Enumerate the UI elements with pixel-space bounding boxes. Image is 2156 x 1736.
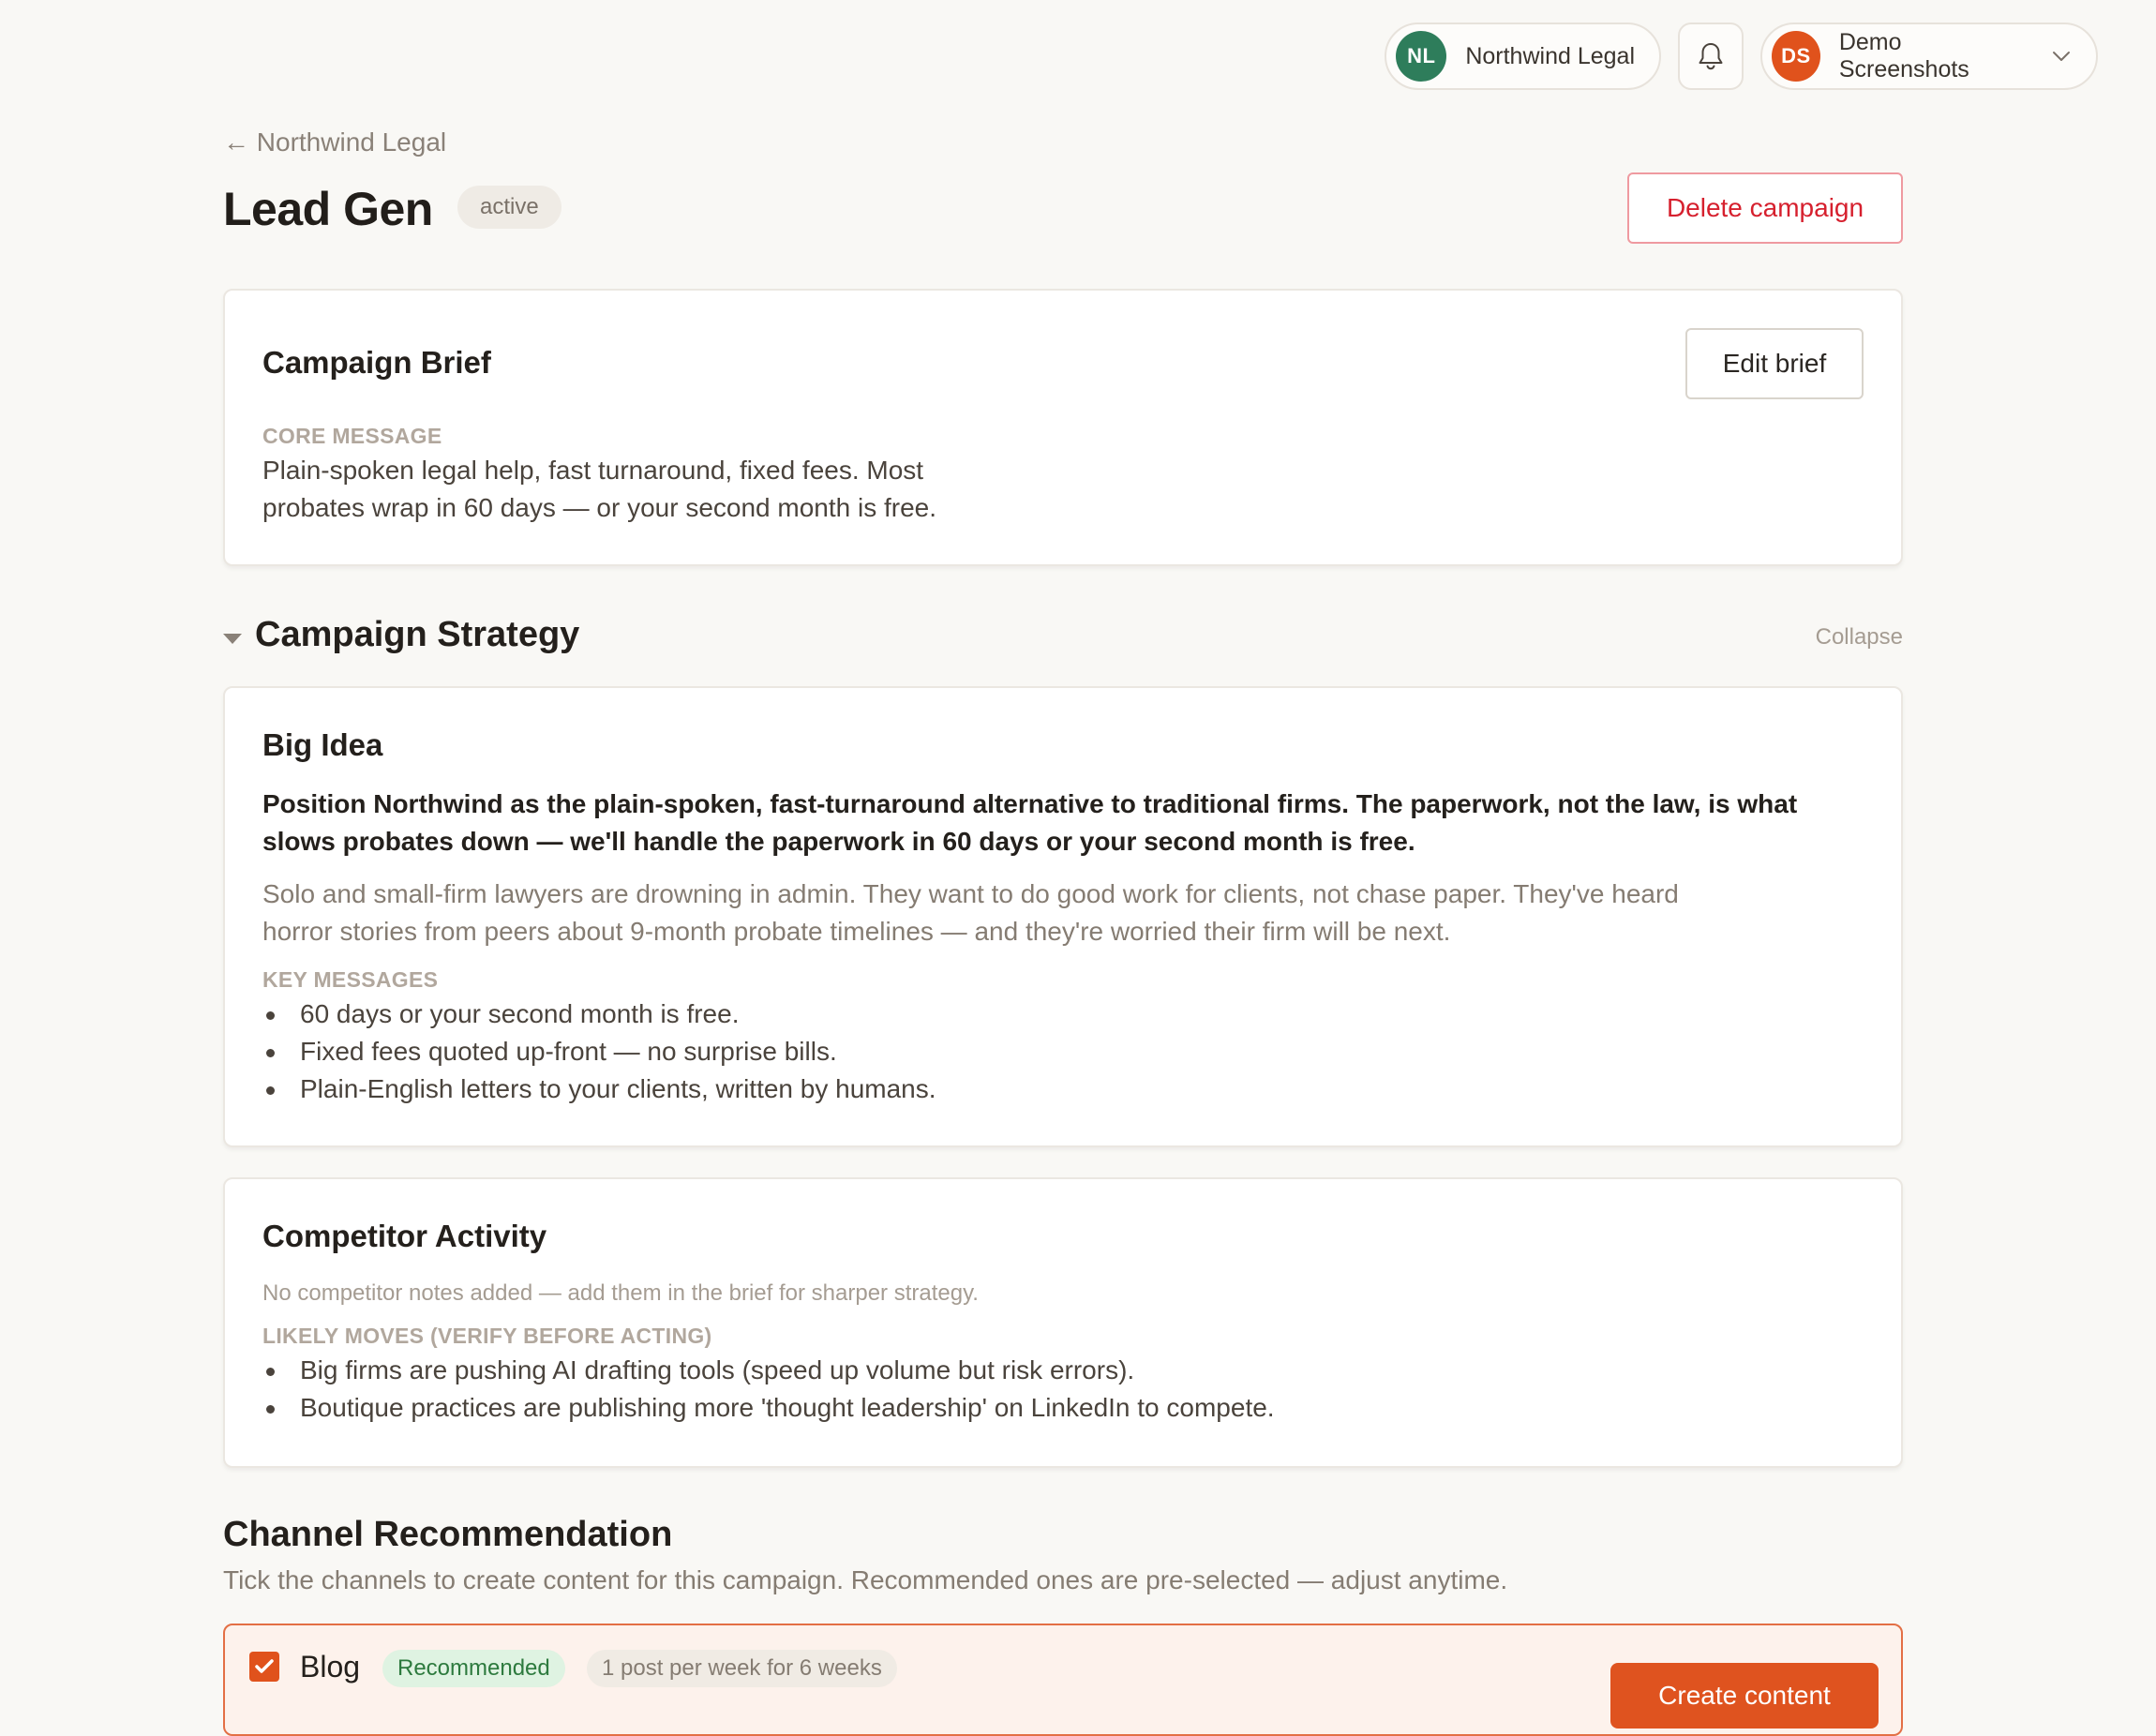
user-menu[interactable]	[1760, 22, 2098, 90]
big-idea-lead	[262, 786, 1797, 861]
strategy-section-header[interactable]	[223, 609, 1903, 666]
back-link[interactable]: ← Northwind Legal	[223, 127, 447, 157]
chevron-down-icon	[2051, 50, 2072, 63]
body-line: horror stories from peers about 9-month probate timelines — and they're worried their firm will be next.	[262, 917, 1451, 946]
status-badge: active	[457, 186, 561, 229]
channel-recommendation-title: Channel Recommendation	[223, 1515, 673, 1554]
delete-campaign-button[interactable]: Delete campaign	[1627, 172, 1903, 244]
org-switcher[interactable]	[1385, 22, 1661, 90]
big-idea-body	[262, 875, 1679, 950]
lead-line: Position Northwind as the plain-spoken, fast-turnaround alternative to traditional firms. The paperwork, not the law, is what	[262, 789, 1798, 818]
list-item: 60 days or your second month is free.	[262, 995, 936, 1033]
channel-card-blog	[223, 1624, 1903, 1736]
recommended-badge: Recommended	[382, 1650, 565, 1687]
likely-moves-list	[262, 1352, 1275, 1427]
section-title: Campaign Strategy	[255, 615, 580, 654]
top-bar	[1385, 22, 2098, 90]
channel-recommendation-subtitle: Tick the channels to create content for this campaign. Recommended ones are pre-selected — adjust anytime.	[223, 1565, 1508, 1594]
card-title: Campaign Brief	[262, 345, 491, 380]
list-item: Big firms are pushing AI drafting tools (speed up volume but risk errors).	[262, 1352, 1275, 1389]
check-icon	[254, 1658, 275, 1675]
page-title: Lead Gen	[223, 183, 433, 235]
competitor-note: No competitor notes added — add them in the brief for sharper strategy.	[262, 1280, 979, 1306]
key-messages-label: KEY MESSAGES	[262, 967, 439, 992]
card-title: Competitor Activity	[262, 1219, 547, 1253]
likely-moves-label: LIKELY MOVES (VERIFY BEFORE ACTING)	[262, 1324, 712, 1348]
core-message-line: Plain-spoken legal help, fast turnaround, fixed fees. Most	[262, 456, 924, 485]
key-messages-list	[262, 995, 936, 1108]
frequency-badge: 1 post per week for 6 weeks	[587, 1650, 897, 1687]
campaign-brief-card	[223, 289, 1903, 566]
org-name: Northwind Legal	[1465, 42, 1635, 69]
blog-checkbox[interactable]	[249, 1652, 279, 1682]
competitor-activity-card	[223, 1177, 1903, 1468]
user-avatar: DS	[1772, 31, 1820, 82]
org-avatar: NL	[1396, 31, 1446, 82]
title-row	[223, 178, 1903, 253]
user-name: Demo Screenshots	[1838, 29, 1969, 82]
list-item: Fixed fees quoted up-front — no surprise bills.	[262, 1033, 936, 1070]
core-message-text	[262, 452, 936, 527]
core-message-label: CORE MESSAGE	[262, 424, 442, 448]
edit-brief-button[interactable]: Edit brief	[1685, 328, 1864, 399]
card-title: Big Idea	[262, 727, 383, 762]
collapse-button[interactable]: Collapse	[1815, 624, 1903, 650]
lead-line: slows probates down — we'll handle the paperwork in 60 days or your second month is free.	[262, 827, 1415, 856]
channel-name: Blog	[300, 1650, 361, 1684]
create-content-button[interactable]: Create content	[1610, 1663, 1879, 1729]
big-idea-card	[223, 686, 1903, 1147]
list-item: Boutique practices are publishing more 'thought leadership' on LinkedIn to compete.	[262, 1389, 1275, 1427]
list-item: Plain-English letters to your clients, written by humans.	[262, 1070, 936, 1108]
core-message-line: probates wrap in 60 days — or your second month is free.	[262, 493, 937, 522]
caret-down-icon	[223, 634, 242, 644]
notifications-button[interactable]	[1678, 22, 1744, 90]
bell-icon	[1697, 41, 1725, 71]
body-line: Solo and small-firm lawyers are drowning in admin. They want to do good work for clients, not chase paper. They've heard	[262, 879, 1679, 908]
